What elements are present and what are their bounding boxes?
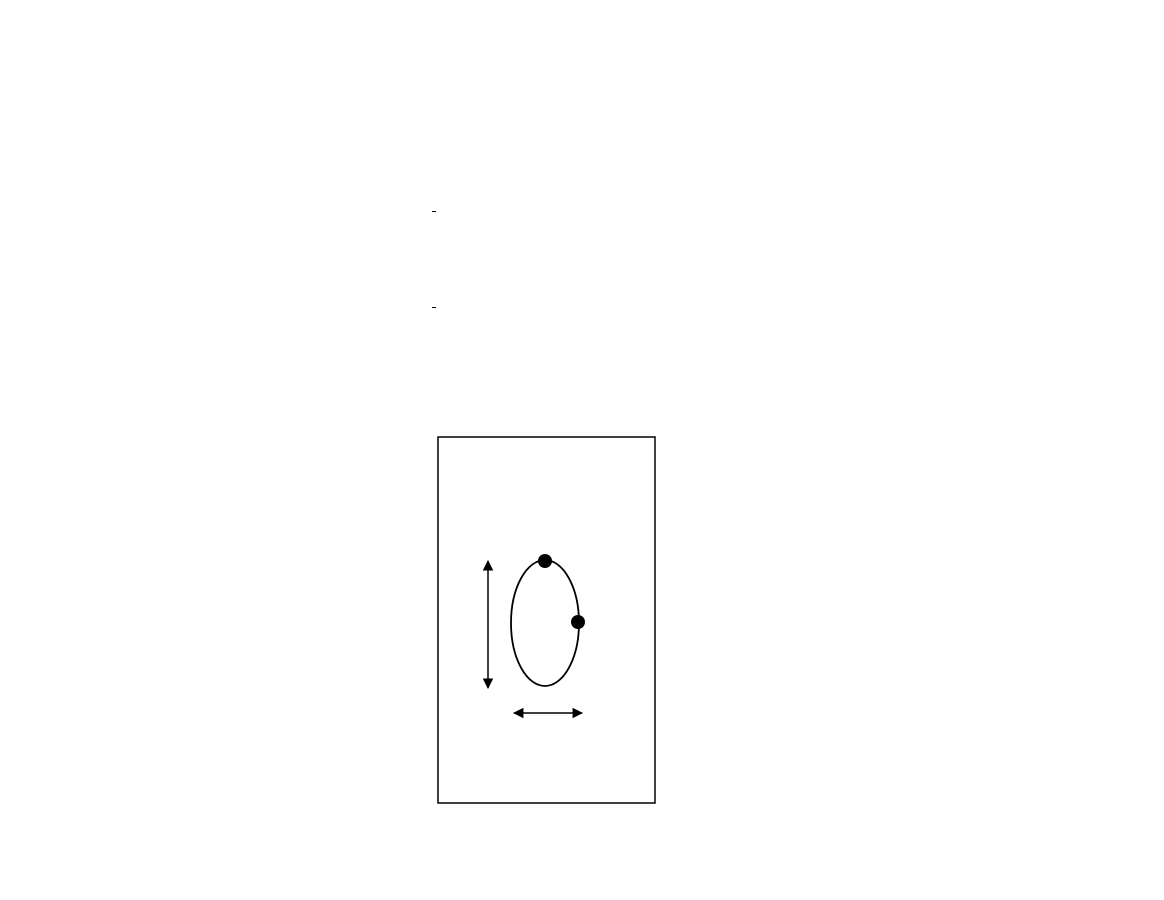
elliptical-cutout (511, 560, 579, 686)
point-b-marker (571, 615, 585, 629)
point-a-marker (538, 554, 552, 568)
plate-outline (438, 437, 655, 803)
